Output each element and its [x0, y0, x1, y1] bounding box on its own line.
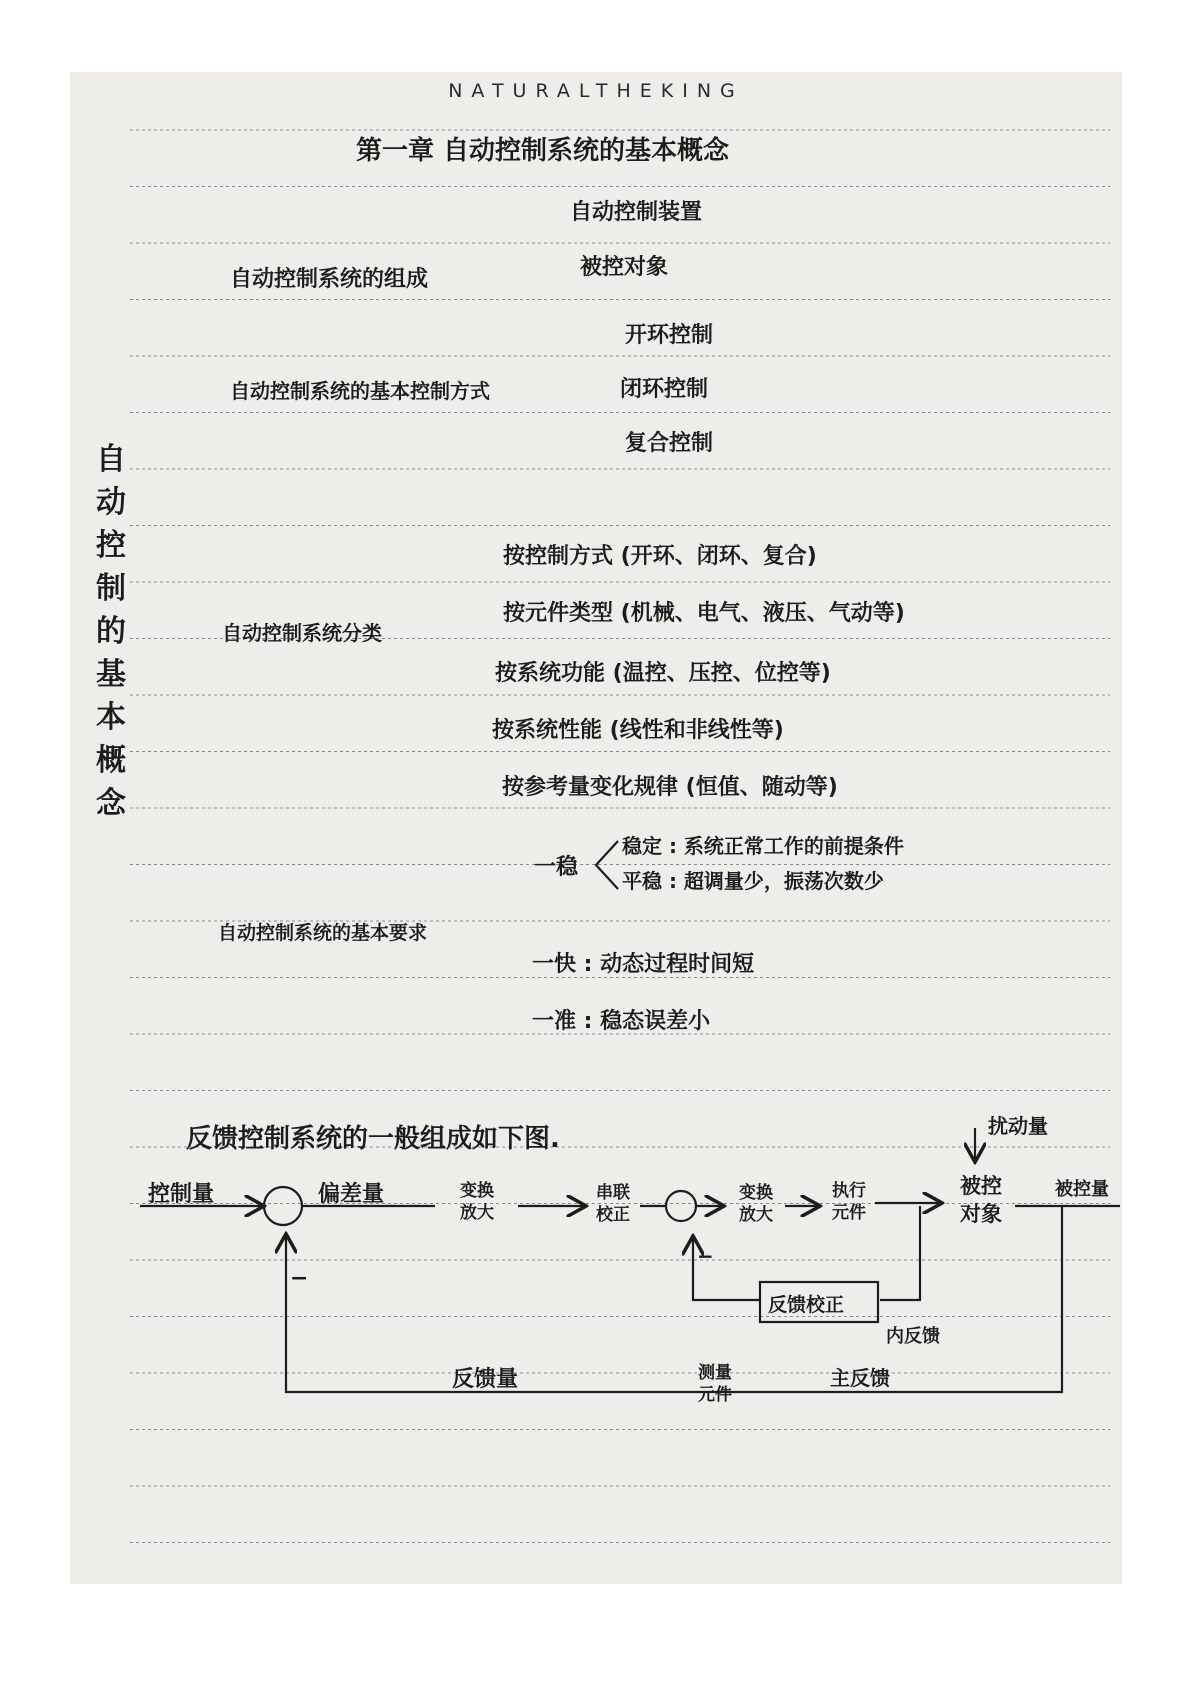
side-title-char: 基 [96, 657, 126, 692]
actuator-block [822, 1180, 876, 1224]
composition-item: 自动控制装置 [570, 200, 703, 225]
control-mode-item: 复合控制 [625, 431, 714, 456]
plant-block [946, 1172, 1016, 1228]
summing-junction-2 [666, 1191, 696, 1221]
composition-item: 被控对象 [580, 255, 669, 280]
requirements-label: 自动控制系统的基本要求 [218, 922, 428, 944]
inner-feedback-label: 内反馈 [886, 1326, 940, 1347]
minus-sign: − [697, 1244, 714, 1268]
fast-requirement: 一快 : 动态过程时间短 [532, 952, 755, 977]
classification-item: 按系统性能 (线性和非线性等) [492, 718, 784, 743]
side-title-char: 念 [96, 786, 126, 821]
sensor-line: 元件 [698, 1385, 732, 1405]
side-title-char: 本 [96, 700, 126, 735]
actuator-line: 执行 [832, 1181, 866, 1201]
series-comp-line: 串联 [596, 1183, 630, 1203]
control-mode-item: 开环控制 [625, 323, 714, 348]
series-comp-line: 校正 [596, 1205, 630, 1225]
classification-item: 按元件类型 (机械、电气、液压、气动等) [503, 601, 905, 626]
side-title-char: 动 [96, 485, 126, 520]
output-label: 被控量 [1055, 1179, 1109, 1200]
summing-junction-1 [264, 1187, 302, 1225]
side-title-char: 自 [96, 442, 126, 477]
amplifier-line: 变换 [460, 1181, 494, 1201]
power-amp-line: 放大 [739, 1205, 773, 1225]
disturbance-label: 扰动量 [988, 1114, 1048, 1138]
control-mode-item: 闭环控制 [620, 377, 709, 402]
classification-item: 按系统功能 (温控、压控、位控等) [495, 661, 831, 686]
accurate-requirement: 一准 : 稳态误差小 [532, 1009, 711, 1034]
plant-line: 对象 [960, 1202, 1002, 1226]
plant-line: 被控 [960, 1174, 1002, 1198]
chapter-title: 第一章 自动控制系统的基本概念 [356, 136, 730, 166]
stable-group-label: 一稳 [534, 855, 579, 880]
diagram-caption: 反馈控制系统的一般组成如下图. [186, 1124, 560, 1154]
composition-label: 自动控制系统的组成 [230, 267, 429, 292]
minus-sign: − [290, 1266, 309, 1291]
power-amp-line: 变换 [739, 1183, 773, 1203]
amplifier-line: 放大 [460, 1203, 494, 1223]
series-compensator-block [586, 1182, 640, 1226]
actuator-line: 元件 [832, 1203, 866, 1223]
control-modes-label: 自动控制系统的基本控制方式 [230, 379, 490, 403]
side-title-char: 控 [96, 528, 126, 563]
stable-item: 稳定 : 系统正常工作的前提条件 [622, 834, 904, 858]
power-amplifier-block [728, 1182, 784, 1226]
sensor-line: 测量 [698, 1363, 732, 1383]
side-title-char: 概 [96, 743, 126, 778]
brand-header: NATURALTHEKING [448, 80, 744, 102]
side-title-char: 制 [96, 571, 126, 606]
error-label: 偏差量 [318, 1182, 385, 1207]
classification-item: 按控制方式 (开环、闭环、复合) [503, 544, 817, 569]
amplifier-block [437, 1180, 517, 1224]
classification-item: 按参考量变化规律 (恒值、随动等) [502, 775, 838, 800]
main-feedback-line [286, 1206, 1062, 1392]
side-title-char: 的 [96, 614, 126, 649]
classification-label: 自动控制系统分类 [222, 621, 382, 645]
main-feedback-label: 主反馈 [830, 1366, 890, 1390]
sensor-block [690, 1362, 740, 1406]
feedback-compensator-label: 反馈校正 [768, 1294, 845, 1316]
reference-label: 控制量 [148, 1182, 215, 1207]
inner-feedback-line [880, 1206, 920, 1300]
stable-item: 平稳 : 超调量少，振荡次数少 [622, 869, 884, 893]
feedback-signal-label: 反馈量 [452, 1367, 519, 1392]
